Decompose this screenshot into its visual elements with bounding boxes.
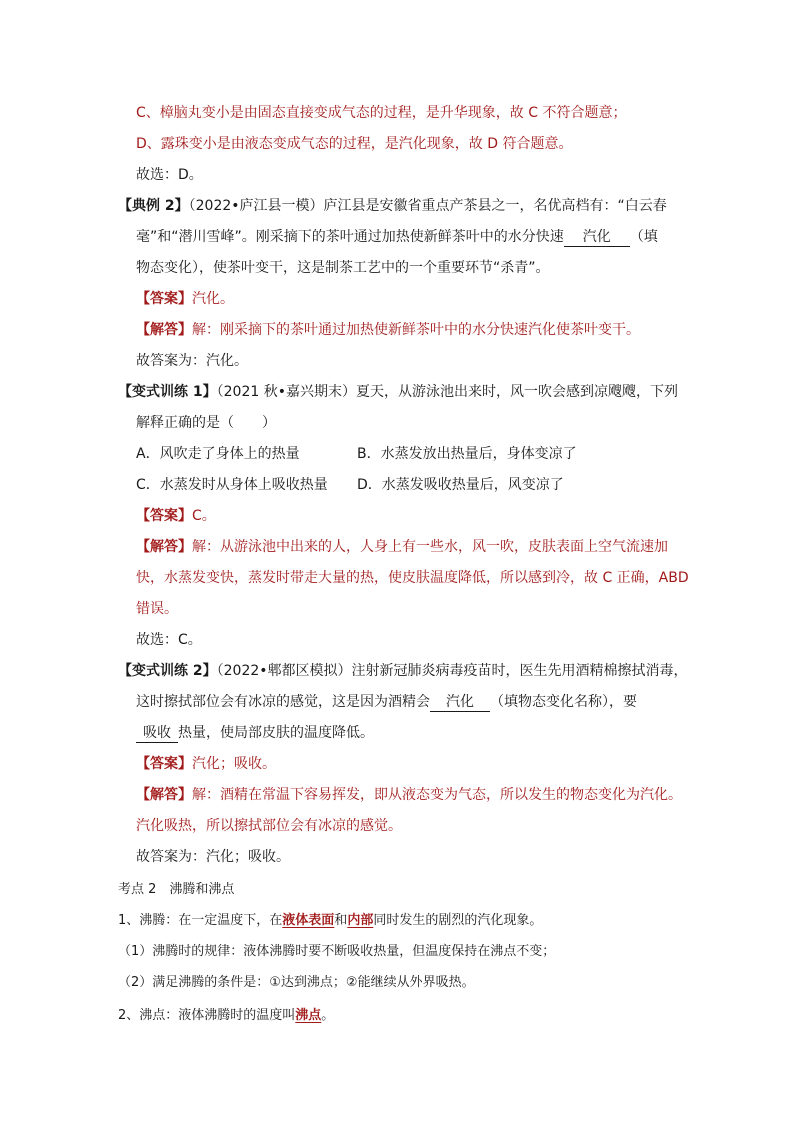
key-term-interior: 内部 (347, 913, 374, 928)
option-d: D．水蒸发吸收热量后，风变凉了 (357, 477, 564, 493)
boiling-rule: （1）沸腾时的规律：液体沸腾时要不断吸收热量，但温度保持在沸点不变； (118, 944, 556, 959)
variant-2-final: 故答案为：汽化；吸收。 (136, 849, 290, 865)
example-2-final: 故答案为：汽化。 (136, 353, 248, 369)
variant-2-answer: 【答案】汽化；吸收。 (136, 756, 276, 772)
example-2-solution: 【解答】解：刚采摘下的茶叶通过加热使新鲜茶叶中的水分快速汽化使茶叶变干。 (136, 322, 640, 338)
option-a: A．风吹走了身体上的热量 (136, 446, 300, 462)
answer-blank: 汽化 (564, 229, 630, 247)
variant-2-line-1: 【变式训练 2】（2022•郫都区模拟）注射新冠肺炎病毒疫苗时，医生先用酒精棉擦拭消毒， (118, 663, 688, 679)
option-c: C．水蒸发时从身体上吸收热量 (136, 477, 328, 493)
variant-1-solution-2: 快，水蒸发变快，蒸发时带走大量的热，使皮肤温度降低，所以感到冷，故 C 正确，ABD (136, 570, 689, 586)
variant-2-tag: 【变式训练 2】 (118, 663, 217, 679)
example-2-answer: 【答案】汽化。 (136, 291, 234, 307)
variant-1-line-1: 【变式训练 1】（2021 秋•嘉兴期末）夏天，从游泳池出来时，风一吹会感到凉飕飕，下列 (118, 384, 678, 400)
boiling-point-definition: 2、沸点：液体沸腾时的温度叫沸点。 (118, 1008, 335, 1023)
variant-1-solution-3: 错误。 (136, 601, 178, 617)
variant-1-line-2: 解释正确的是（ ） (136, 415, 276, 431)
variant-1-solution-1: 【解答】解：从游泳池中出来的人，人身上有一些水，风一吹，皮肤表面上空气流速加 (136, 539, 668, 555)
answer-blank-2: 吸收 (136, 725, 178, 743)
section-heading: 考点 2 沸腾和沸点 (118, 882, 235, 897)
final-choice: 故选：D。 (136, 167, 203, 183)
variant-1-tag: 【变式训练 1】 (118, 384, 217, 400)
variant-1-final: 故选：C。 (136, 632, 202, 648)
boiling-condition: （2）满足沸腾的条件是：①达到沸点；②能继续从外界吸热。 (118, 975, 475, 990)
variant-1-answer: 【答案】C。 (136, 508, 216, 524)
solution-option-d: D、露珠变小是由液态变成气态的过程，是汽化现象，故 D 符合题意。 (136, 136, 573, 152)
example-2-tag: 【典例 2】 (118, 198, 189, 214)
variant-2-line-3: 吸收 热量，使局部皮肤的温度降低。 (136, 723, 374, 743)
answer-blank-1: 汽化 (430, 694, 490, 712)
solution-option-c: C、樟脑丸变小是由固态直接变成气态的过程，是升华现象，故 C 不符合题意； (136, 105, 627, 121)
variant-2-solution-2: 汽化吸热，所以擦拭部位会有冰凉的感觉。 (136, 818, 402, 834)
boiling-definition: 1、沸腾：在一定温度下，在液体表面和内部同时发生的剧烈的汽化现象。 (118, 913, 543, 928)
key-term-boiling-point: 沸点 (295, 1008, 322, 1023)
example-2-line-2: 毫”和“潜川雪峰”。刚采摘下的茶叶通过加热使新鲜茶叶中的水分快速 汽化 （填 (136, 229, 658, 245)
option-b: B．水蒸发放出热量后，身体变凉了 (357, 446, 577, 462)
variant-2-line-2: 这时擦拭部位会有冰凉的感觉，这是因为酒精会 汽化 （填物态变化名称），要 (136, 694, 637, 710)
variant-2-solution-1: 【解答】解：酒精在常温下容易挥发，即从液态变为气态，所以发生的物态变化为汽化。 (136, 787, 682, 803)
example-2-line-1: 【典例 2】（2022•庐江县一模）庐江县是安徽省重点产茶县之一，名优高档有：“白云春 (118, 198, 667, 214)
example-2-line-3: 物态变化），使茶叶变干，这是制茶工艺中的一个重要环节“杀青”。 (136, 260, 550, 276)
key-term-liquid-surface: 液体表面 (282, 913, 335, 928)
